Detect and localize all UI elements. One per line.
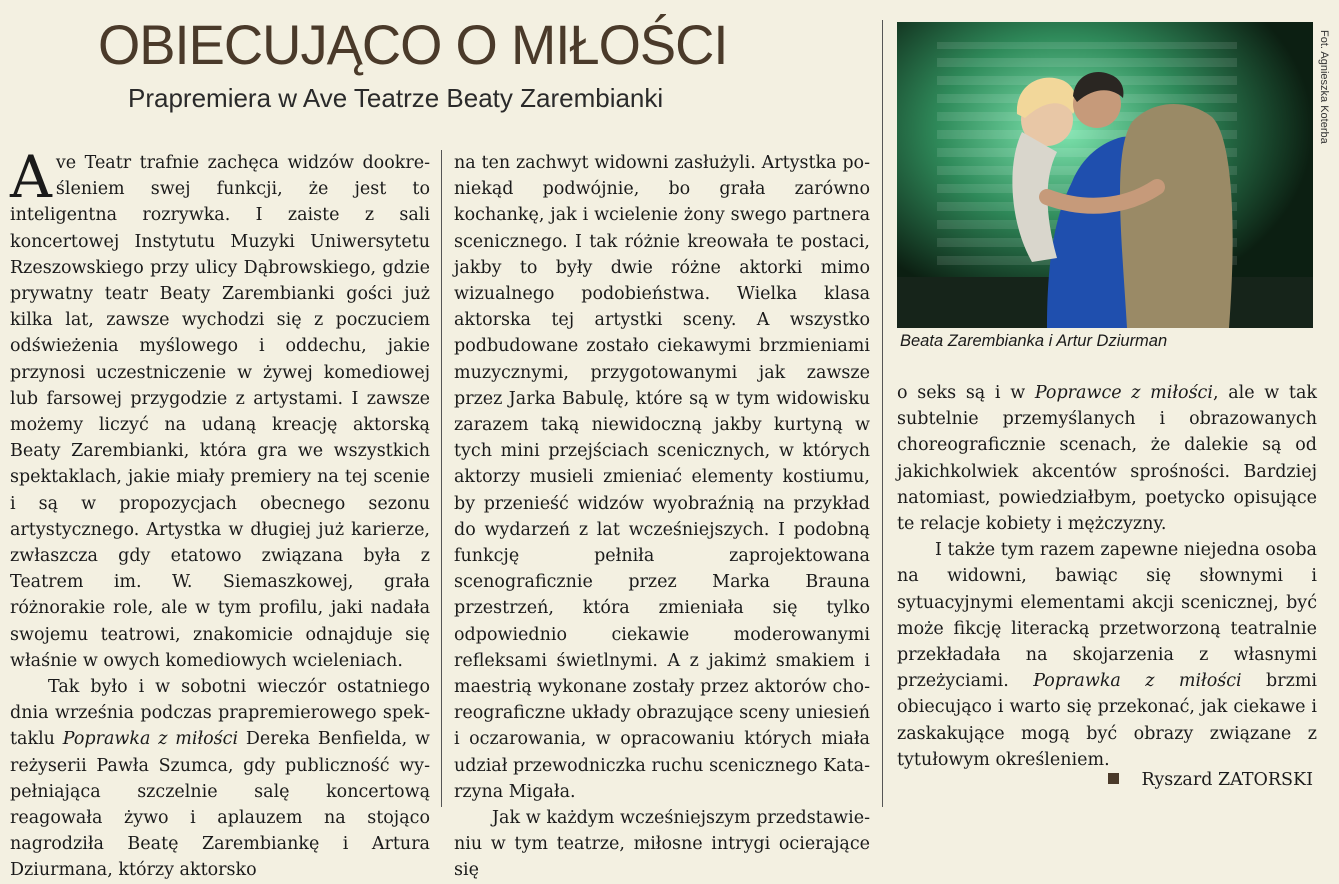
- paragraph: o seks są i w: [897, 383, 1035, 403]
- author-signature: [1108, 770, 1313, 790]
- author-name: Ryszard ZATORSKI: [1141, 770, 1313, 790]
- man-jacket: [1120, 104, 1233, 328]
- paragraph: Jak w każdym wcześniejszym przedstawieniu w tym teatrze, miłosne intrygi ocierające się: [454, 808, 870, 881]
- column-divider: [441, 150, 442, 807]
- article-photo: [897, 22, 1313, 328]
- square-bullet-icon: [1108, 773, 1119, 784]
- article-column-3: [897, 380, 1317, 773]
- photo-caption: Beata Zarembianka i Artur Dziurman: [900, 332, 1168, 350]
- play-title: Poprawce z miłości: [1034, 383, 1213, 403]
- paragraph: brzmi obiecująco i warto się przekonać, jak ciekawe i zaskakujące mogą być obrazy związane z tytułowym określeniem.: [897, 671, 1318, 770]
- paragraph: na ten zachwyt widowni zasłużyli. Artystka poniekąd podwójnie, bo grała zarówno kochankę, jak i wcielenie żony swego partnera scenicznego. I tak różnie kreowała te postaci, jakby to były dwie różne aktorki mimo wizualnego podobieństwa. Wielka klasa aktorska tej artystki sceny. A wszystko podbudowane zostało ciekawymi brzmieniami muzycznymi, przygotowanymi jak zawsze przez Jarka Babulę, które są w tym widowisku zarazem taką niewidoczną jakby kurtyną w tych mini przejściach scenicznych, w których aktorzy musieli zmieniać elementy kostiumu, by przenieść widzów wyobraźnią na przykład do wydarzeń z lat wcześniejszych. I podobną funkcję pełniła zaprojektowana scenograficznie przez Marka Brauna przestrzeń, która zmieniała się tylko odpowiednio ciekawie moderowanymi refleksami świetlnymi. A z jakimż smakiem i maestrią wykonane zostały przez aktorów choreograficzne układy obrazujące sceny uniesień i oczarowania, w opracowaniu których miała udział przewodniczka ruchu scenicznego Katarzyna Migała.: [454, 153, 870, 802]
- stage-photo-illustration: [897, 22, 1313, 328]
- paragraph: ve Teatr trafnie zachęca widzów dookreśleniem swej funkcji, że jest to inteligentna rozrywka. I zaiste z sali koncertowej Instytutu Muzyki Uniwersytetu Rzeszowskiego przy ulicy Dąbrowskiego, gdzie prywatny teatr Beaty Zarembianki gości już kilka lat, zawsze wychodzi się z poczuciem odświeżenia myślowego i oddechu, jakie przynosi uczestniczenie w żywej komediowej lub farsowej przygodzie z artystami. I zawsze możemy liczyć na udaną kreację aktorską Beaty Zarembianki, która gra we wszystkich spektaklach, jakie miały premiery na tej scenie i są w propozycjach obecnego sezonu artystycznego. Artystka w długiej już karierze, zwłaszcza gdy etatowo związana była z Teatrem im. W. Siemaszkowej, grała różnorakie role, ale w tym profilu, jaki nadała swojemu teatrowi, znakomicie odnajduje się właśnie w owych komediowych wcieleniach.: [10, 153, 430, 671]
- photo-credit: Fot. Agnieszka Koterba: [1318, 30, 1330, 144]
- article-column-1: [10, 143, 430, 884]
- article-subtitle: Prapremiera w Ave Teatrze Beaty Zarembianki: [128, 83, 664, 113]
- paragraph: Tak było i w sobotni wieczór ostatniego dnia września podczas prapremierowego spektaklu: [10, 677, 430, 750]
- column-divider: [882, 20, 883, 807]
- paragraph: I także tym razem zapewne niejedna osoba na widowni, bawiąc się słownymi i sytuacyjnymi elementami akcji scenicznej, być może fikcję literacką przetworzoną teatralnie przekładała na skojarzenia z własnymi przeżyciami.: [897, 540, 1317, 692]
- play-title: Poprawka z miłości: [62, 729, 239, 750]
- paragraph: Dereka Benfielda, w reżyserii Pawła Szumca, gdy publiczność wypełniająca szczelnie salę koncertową reagowała żywo i aplauzem na stojąco nagrodziła Beatę Zarembiankę i Artura Dziurmana, którzy aktorsko: [10, 729, 430, 881]
- drop-cap: A: [10, 143, 52, 211]
- play-title: Poprawka z miłości: [1033, 671, 1242, 692]
- article-column-2: [454, 150, 870, 884]
- article-title: OBIECUJĄCO O MIŁOŚCI: [98, 13, 728, 76]
- paragraph: , ale w tak subtelnie przemyślanych i obrazowanych choreograficznie scenach, że dalekie są od jakichkolwiek akcentów sprośności. Bardziej natomiast, powiedziałbym, poetycko opisujące te relacje kobiety i mężczyzny.: [897, 383, 1318, 535]
